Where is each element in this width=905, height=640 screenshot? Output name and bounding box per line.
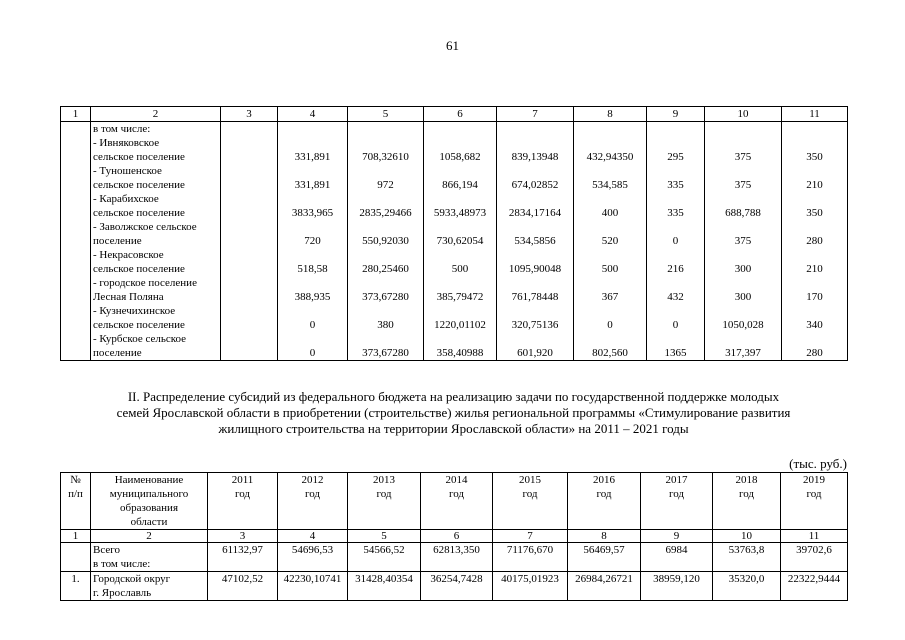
table-cell: 2834,17164 <box>497 206 574 220</box>
settlement-row-values <box>61 178 848 192</box>
table-cell: 972 <box>348 178 424 192</box>
settlement-row-values <box>61 290 848 304</box>
table-cell: 40175,01923 <box>493 572 568 601</box>
settlement-row-values <box>61 262 848 276</box>
table-cell: 1095,90048 <box>497 262 574 276</box>
year-header: 2019 год <box>781 473 848 530</box>
column-number: 2 <box>91 107 221 122</box>
table-cell: 358,40988 <box>424 346 497 361</box>
year-header: 2016 год <box>568 473 641 530</box>
settlement-row-values <box>61 346 848 361</box>
table-cell: 520 <box>574 234 647 248</box>
table-cell: 688,788 <box>705 206 782 220</box>
column-number: 6 <box>421 530 493 543</box>
settlement-row <box>61 248 848 262</box>
column-number: 4 <box>278 530 348 543</box>
settlement-name: - Ивняковское <box>91 136 221 150</box>
table-cell: 0 <box>574 318 647 332</box>
table-cell: 170 <box>782 290 848 304</box>
table-cell: 331,891 <box>278 178 348 192</box>
settlement-name: - Некрасовское <box>91 248 221 262</box>
settlement-name: Лесная Поляна <box>91 290 221 304</box>
table-cell: 601,920 <box>497 346 574 361</box>
table-cell: 388,935 <box>278 290 348 304</box>
column-number: 9 <box>641 530 713 543</box>
column-number: 8 <box>574 107 647 122</box>
table-cell <box>221 150 278 164</box>
settlement-row <box>61 276 848 290</box>
table-cell: 317,397 <box>705 346 782 361</box>
table-cell <box>221 346 278 361</box>
column-number-row <box>61 107 848 122</box>
table-cell: 373,67280 <box>348 346 424 361</box>
settlement-name: сельское поселение <box>91 178 221 192</box>
settlement-row-values <box>61 150 848 164</box>
column-number: 10 <box>713 530 781 543</box>
table-cell: 720 <box>278 234 348 248</box>
table-cell <box>221 178 278 192</box>
table-cell: 53763,8 <box>713 543 781 572</box>
settlement-name: - Кузнечихинское <box>91 304 221 318</box>
column-number: 7 <box>493 530 568 543</box>
total-row <box>61 543 848 572</box>
table-cell: 1058,682 <box>424 150 497 164</box>
table-cell: 31428,40354 <box>348 572 421 601</box>
table-cell: 210 <box>782 178 848 192</box>
table-cell: 280 <box>782 346 848 361</box>
table-cell: 6984 <box>641 543 713 572</box>
table-cell: 300 <box>705 290 782 304</box>
table-cell: 350 <box>782 150 848 164</box>
table-cell <box>221 318 278 332</box>
table-cell: 500 <box>424 262 497 276</box>
table-cell: 0 <box>278 318 348 332</box>
column-number: 6 <box>424 107 497 122</box>
settlement-row <box>61 164 848 178</box>
table-cell: 38959,120 <box>641 572 713 601</box>
settlement-row <box>61 332 848 346</box>
column-number: 3 <box>221 107 278 122</box>
table-cell <box>221 234 278 248</box>
table-cell: 340 <box>782 318 848 332</box>
table-cell: 375 <box>705 150 782 164</box>
table-cell: 210 <box>782 262 848 276</box>
table-cell: 761,78448 <box>497 290 574 304</box>
year-header: 2012 год <box>278 473 348 530</box>
table-cell: 42230,10741 <box>278 572 348 601</box>
row-number: 1. <box>61 572 91 601</box>
settlement-name: сельское поселение <box>91 206 221 220</box>
table-cell: 0 <box>647 234 705 248</box>
column-number: 5 <box>348 530 421 543</box>
table-cell: 432 <box>647 290 705 304</box>
column-number: 11 <box>781 530 848 543</box>
caption-line: жилищного строительства на территории Ярославской области» на 2011 – 2021 годы <box>218 421 689 436</box>
table-cell: 730,62054 <box>424 234 497 248</box>
settlement-row-values <box>61 318 848 332</box>
column-number: 3 <box>208 530 278 543</box>
year-header: 2014 год <box>421 473 493 530</box>
section-caption <box>60 389 847 437</box>
column-number: 1 <box>61 530 91 543</box>
settlement-row <box>61 136 848 150</box>
table-cell: 26984,26721 <box>568 572 641 601</box>
subsidy-table-municipal <box>60 106 848 361</box>
year-header: 2017 год <box>641 473 713 530</box>
column-number: 2 <box>91 530 208 543</box>
table-cell: 36254,7428 <box>421 572 493 601</box>
settlement-row <box>61 220 848 234</box>
settlement-name: поселение <box>91 346 221 361</box>
column-number: 1 <box>61 107 91 122</box>
table-cell: 35320,0 <box>713 572 781 601</box>
table-cell: 839,13948 <box>497 150 574 164</box>
settlement-row <box>61 304 848 318</box>
federal-subsidy-table <box>60 472 848 601</box>
column-number: 9 <box>647 107 705 122</box>
table-cell: 0 <box>647 318 705 332</box>
column-number-row <box>61 530 848 543</box>
settlement-name: - Туношенское <box>91 164 221 178</box>
table-cell: 47102,52 <box>208 572 278 601</box>
settlement-row-values <box>61 234 848 248</box>
table-cell: 400 <box>574 206 647 220</box>
table-cell: 71176,670 <box>493 543 568 572</box>
settlement-name: сельское поселение <box>91 318 221 332</box>
table-cell: 335 <box>647 206 705 220</box>
table-cell: 280 <box>782 234 848 248</box>
year-header: 2011 год <box>208 473 278 530</box>
table-cell: 375 <box>705 234 782 248</box>
total-label: Всего в том числе: <box>91 543 208 572</box>
table-cell: 380 <box>348 318 424 332</box>
number-header: № п/п <box>61 473 91 530</box>
table-cell: 802,560 <box>574 346 647 361</box>
caption-line: семей Ярославской области в приобретении (строительстве) жилья региональной программы «Стимулирование развития <box>116 405 791 420</box>
table-cell: 550,92030 <box>348 234 424 248</box>
table-cell: 61132,97 <box>208 543 278 572</box>
column-number: 4 <box>278 107 348 122</box>
table-cell: 3833,965 <box>278 206 348 220</box>
table-cell: 432,94350 <box>574 150 647 164</box>
table-cell: 866,194 <box>424 178 497 192</box>
municipality-name: Городской округ г. Ярославль <box>91 572 208 601</box>
table-cell <box>221 290 278 304</box>
settlement-name: сельское поселение <box>91 150 221 164</box>
table-cell: 216 <box>647 262 705 276</box>
column-number: 8 <box>568 530 641 543</box>
table-cell: 295 <box>647 150 705 164</box>
table-cell: 367 <box>574 290 647 304</box>
table-cell: 350 <box>782 206 848 220</box>
table-row <box>61 572 848 601</box>
settlement-name: сельское поселение <box>91 262 221 276</box>
settlement-name: - Заволжское сельское <box>91 220 221 234</box>
table-cell <box>221 262 278 276</box>
units-label: (тыс. руб.) <box>789 456 847 471</box>
table-cell: 534,5856 <box>497 234 574 248</box>
page-number: 61 <box>446 38 459 53</box>
table-cell: 335 <box>647 178 705 192</box>
name-header: Наименование муниципального образования области <box>91 473 208 530</box>
settlement-name: - городское поселение <box>91 276 221 290</box>
table-cell: 375 <box>705 178 782 192</box>
table-cell: 674,02852 <box>497 178 574 192</box>
table-cell: 1220,01102 <box>424 318 497 332</box>
table-cell: 331,891 <box>278 150 348 164</box>
table-cell: 534,585 <box>574 178 647 192</box>
table-cell: 500 <box>574 262 647 276</box>
intro-row <box>61 122 848 137</box>
table-cell: 22322,9444 <box>781 572 848 601</box>
table-cell: 1365 <box>647 346 705 361</box>
table-cell: 39702,6 <box>781 543 848 572</box>
settlement-name: - Карабихское <box>91 192 221 206</box>
table-cell: 54566,52 <box>348 543 421 572</box>
column-number: 11 <box>782 107 848 122</box>
column-number: 10 <box>705 107 782 122</box>
table-cell: 300 <box>705 262 782 276</box>
intro-label: в том числе: <box>91 122 221 137</box>
table-cell: 385,79472 <box>424 290 497 304</box>
column-number: 7 <box>497 107 574 122</box>
table-cell: 54696,53 <box>278 543 348 572</box>
settlement-row <box>61 192 848 206</box>
settlement-name: поселение <box>91 234 221 248</box>
table-cell: 2835,29466 <box>348 206 424 220</box>
year-header: 2015 год <box>493 473 568 530</box>
table-cell: 56469,57 <box>568 543 641 572</box>
table-cell: 708,32610 <box>348 150 424 164</box>
table-cell: 373,67280 <box>348 290 424 304</box>
settlement-name: - Курбское сельское <box>91 332 221 346</box>
header-row <box>61 473 848 530</box>
table-cell: 518,58 <box>278 262 348 276</box>
table-cell: 5933,48973 <box>424 206 497 220</box>
table-cell: 280,25460 <box>348 262 424 276</box>
table-cell: 1050,028 <box>705 318 782 332</box>
table-cell: 62813,350 <box>421 543 493 572</box>
year-header: 2018 год <box>713 473 781 530</box>
settlement-row-values <box>61 206 848 220</box>
year-header: 2013 год <box>348 473 421 530</box>
caption-line: II. Распределение субсидий из федерального бюджета на реализацию задачи по государственной поддержке молодых <box>127 389 780 404</box>
column-number: 5 <box>348 107 424 122</box>
table-cell: 320,75136 <box>497 318 574 332</box>
table-cell: 0 <box>278 346 348 361</box>
table-cell <box>221 206 278 220</box>
